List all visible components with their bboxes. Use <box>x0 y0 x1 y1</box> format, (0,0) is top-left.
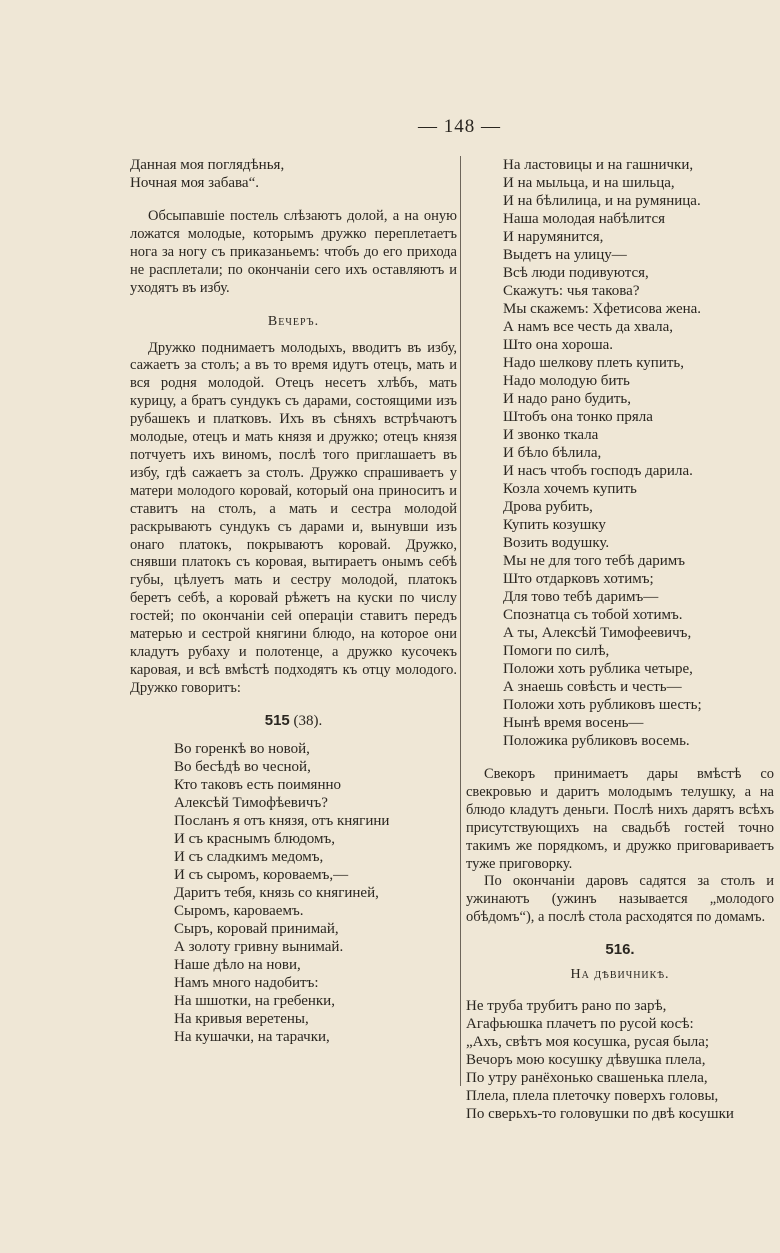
verse-line: Мы не для того тебѣ даримъ <box>503 553 686 569</box>
verse-line: Во горенкѣ во новой, <box>174 740 310 757</box>
verse-line: Во бесѣдѣ во чесной, <box>174 758 311 775</box>
verse-line: И на мыльца, и на шильца, <box>503 175 675 191</box>
verse-line: Надо молодую бить <box>503 373 630 389</box>
verse-line: И съ сладкимъ медомъ, <box>174 848 324 865</box>
verse-line: Плела, плела плеточку поверхъ головы, <box>466 1088 719 1105</box>
verse-line: И нарумянится, <box>503 229 604 245</box>
verse-line: Положи хоть рублика четыре, <box>503 661 693 677</box>
verse-line: Агафьюшка плачетъ по русой косѣ: <box>466 1016 694 1033</box>
verse-line: Кто таковъ есть поимянно <box>174 776 342 793</box>
verse-line: Даритъ тебя, князь со княгиней, <box>174 884 379 901</box>
verse-line: Наше дѣло на нови, <box>174 956 301 973</box>
verse-line: Выдетъ на улицу— <box>503 247 627 263</box>
verse-line: Сыромъ, кароваемъ. <box>174 902 304 919</box>
verse-line: По сверьхъ-то головушки по двѣ косушки <box>466 1106 734 1123</box>
song-number-alt: (38). <box>293 712 323 729</box>
verse-line: Данная моя поглядѣнья, <box>130 157 285 173</box>
song-verse <box>466 156 774 750</box>
verse-line: И звонко ткала <box>503 427 599 443</box>
verse-line: А золоту гривну вынимай. <box>174 938 344 955</box>
section-title: Вечеръ. <box>267 313 320 329</box>
verse-line: Положи хоть рубликовъ шесть; <box>503 697 702 713</box>
verse-line: Надо шелкову плеть купить, <box>503 355 685 371</box>
verse-line: Козла хочемъ купить <box>503 481 637 497</box>
paragraph: Обсыпавшіе постель слѣзаютъ долой, а на оную ложатся молодые, которымъ дружко переплетаетъ нога за ногу съ приказаньемъ: чтобъ до его прихода не расплетали; по окончаніи сего ихъ оставляютъ и уходятъ въ избу. <box>130 208 457 296</box>
section-title: На дѣвичникѣ. <box>570 967 670 983</box>
verse-line: А намъ все честь да хвала, <box>503 319 673 335</box>
verse-line: Купить козушку <box>503 517 606 533</box>
verse-line: А знаешь совѣсть и честь— <box>503 679 682 695</box>
verse-line: И на бѣлилица, и на румяница. <box>503 193 701 209</box>
column-divider <box>460 156 461 1086</box>
verse-line: „Ахъ, свѣтъ моя косушка, русая была; <box>466 1034 710 1051</box>
verse-line: А ты, Алексѣй Тимофеевичъ, <box>503 625 692 641</box>
verse-line: Наша молодая набѣлится <box>503 211 666 227</box>
verse-line: Што она хороша. <box>503 337 614 353</box>
verse-line: И съ сыромъ, короваемъ,— <box>174 866 349 883</box>
verse-line: На кривыя веретены, <box>174 1010 309 1027</box>
verse-line: Возить водушку. <box>503 535 610 551</box>
verse-line: Мы скажемъ: Хфетисова жена. <box>503 301 702 317</box>
verse-line: Помоги по силѣ, <box>503 643 610 659</box>
verse-line: Дрова рубить, <box>503 499 593 515</box>
song-verse <box>130 740 457 1046</box>
verse-line: На шшотки, на гребенки, <box>174 992 335 1009</box>
song-number <box>130 712 457 730</box>
song-number <box>466 941 774 959</box>
paragraph: По окончаніи даровъ садятся за столъ и ужинаютъ (ужинъ называется „молодого обѣдомъ“), а послѣ стола расходятся по домамъ. <box>466 873 774 926</box>
verse-line: Всѣ люди подивуются, <box>503 265 649 281</box>
song-verse <box>466 997 774 1123</box>
page-number: — 148 — <box>418 116 501 137</box>
verse-line: Ночная моя забава“. <box>130 175 260 191</box>
verse-line: На кушачки, на тарачки, <box>174 1028 330 1045</box>
intro-verse <box>86 156 457 192</box>
verse-line: Алексѣй Тимофѣевичъ? <box>174 794 328 811</box>
verse-line: Для тово тебѣ даримъ— <box>503 589 659 605</box>
paragraph: Свекоръ принимаетъ дары вмѣстѣ со свекровью и даритъ молодымъ телушку, а на блюдо кладутъ деньги. Послѣ нихъ дарятъ всѣхъ присутствующихъ на свадьбѣ гостей точно такимъ же порядкомъ, и дружко приговариваетъ туже приговорку. <box>466 766 774 872</box>
verse-line: Нынѣ время восень— <box>503 715 644 731</box>
verse-line: По утру ранёхонько свашенька плела, <box>466 1070 708 1087</box>
verse-line: На ластовицы и на гашнички, <box>503 157 694 173</box>
song-number-main: 515 <box>264 711 290 729</box>
verse-line: И насъ чтобъ господъ дарила. <box>503 463 693 479</box>
verse-line: Штобъ она тонко пряла <box>503 409 653 425</box>
verse-line: Посланъ я отъ князя, отъ княгини <box>174 812 390 829</box>
verse-line: И съ краснымъ блюдомъ, <box>174 830 335 847</box>
verse-line: Положика рубликовъ восемь. <box>503 733 690 749</box>
verse-line: Не труба трубитъ рано по зарѣ, <box>466 998 667 1015</box>
left-column <box>130 156 457 1046</box>
verse-line: Вечоръ мою косушку дѣвушка плела, <box>466 1052 706 1069</box>
verse-line: Скажутъ: чья такова? <box>503 283 640 299</box>
song-number-main: 516. <box>605 941 635 959</box>
verse-line: Спознатца съ тобой хотимъ. <box>503 607 683 623</box>
verse-line: И бѣло бѣлила, <box>503 445 602 461</box>
verse-line: Сыръ, коровай принимай, <box>174 920 339 937</box>
paragraph: Дружко поднимаетъ молодыхъ, вводитъ въ избу, сажаетъ за столъ; а въ то время идутъ отецъ, мать и вся родня молодой. Отецъ несетъ хлѣбъ, мать курицу, а братъ сундукъ съ дарами, состоящими изъ рубашекъ и платковъ. Ихъ въ сѣняхъ встрѣчаютъ молодые, отецъ и мать князя и дружко; отецъ князя потчуетъ ихъ виномъ, послѣ того приглашаетъ въ избу, гдѣ сажаетъ за столъ. Дружко спрашиваетъ у матери молодого коровай, который она приноситъ и ставитъ на столъ, а мать и сестра молодой раскрываютъ сундукъ съ дарами и, вынувши изъ онаго платокъ, покрываютъ коровай. Дружко, снявши платокъ съ коровая, вытираетъ онымъ себѣ губы, цѣлуетъ мать и сестру молодой, платокъ беретъ себѣ, а коровай рѣжетъ на куски по числу гостей; по окончаніи сей операціи ставитъ передъ матерью и сестрой княгини блюдо, на которое они кладутъ рубаху и полотенце, а дружко кусочекъ каровая, и всѣ вмѣстѣ подходятъ къ отцу молодого. Дружко говоритъ: <box>130 339 457 696</box>
verse-line: Што отдарковъ хотимъ; <box>503 571 654 587</box>
verse-line: И надо рано будить, <box>503 391 632 407</box>
right-column <box>466 156 774 1123</box>
verse-line: Намъ много надобитъ: <box>174 974 319 991</box>
